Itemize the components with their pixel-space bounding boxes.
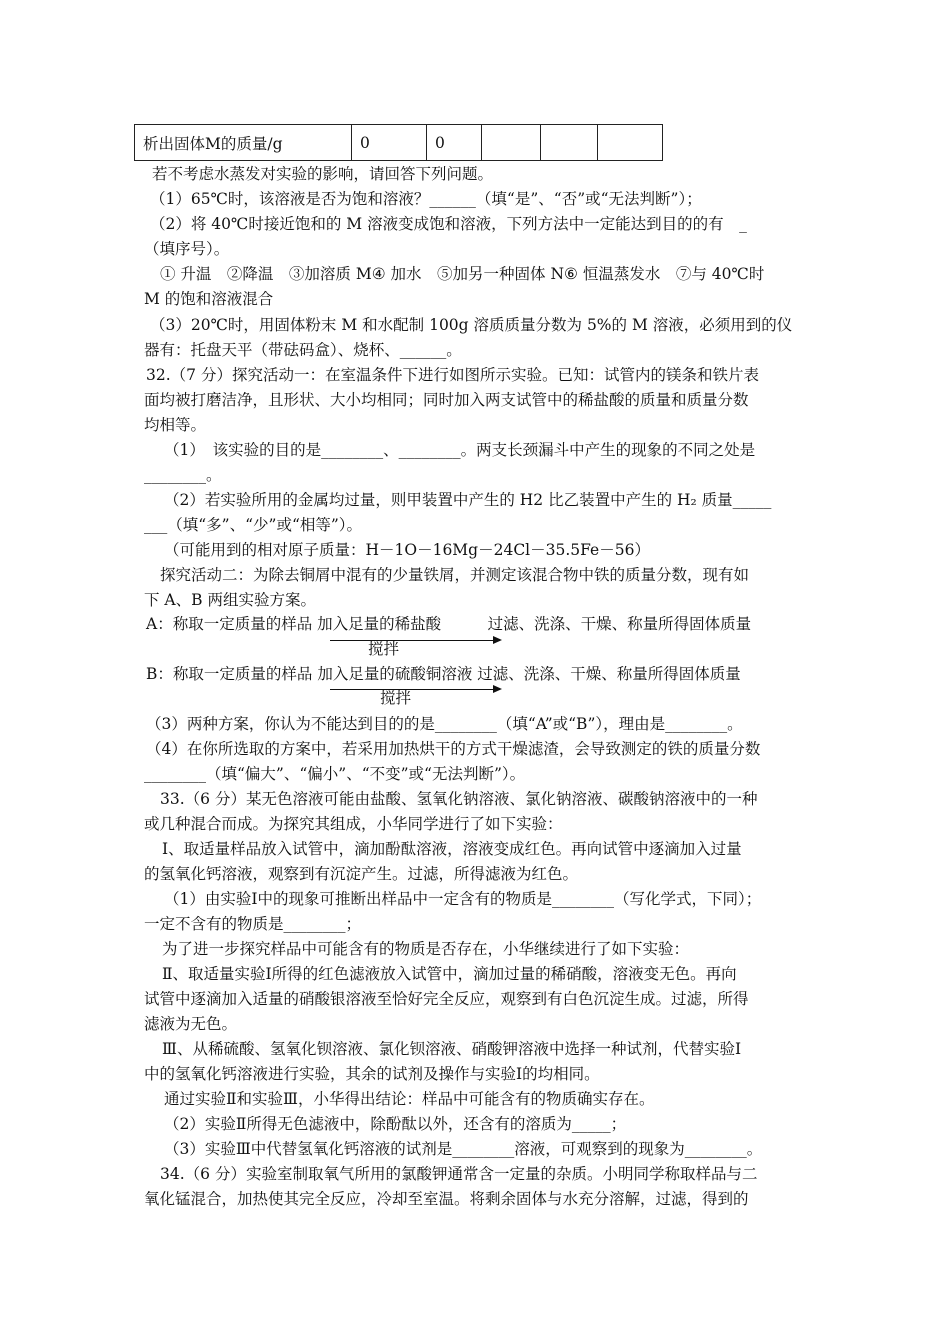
text-line: Ⅲ、从稀硫酸、氢氧化钡溶液、氯化钡溶液、硝酸钾溶液中选择一种试剂，代替实验Ⅰ bbox=[162, 1040, 742, 1058]
text-line: 探究活动二：为除去铜屑中混有的少量铁屑，并测定该混合物中铁的质量分数，现有如 bbox=[160, 566, 750, 584]
text-line: 氧化锰混合，加热使其完全反应，冷却至室温。将剩余固体与水充分溶解，过滤，得到的 bbox=[144, 1190, 749, 1208]
question-33-heading: 33.（6 分）某无色溶液可能由盐酸、氢氧化钠溶液、氯化钠溶液、碳酸钠溶液中的一种 bbox=[160, 790, 758, 808]
table-cell bbox=[541, 125, 598, 161]
table-row-label: 析出固体M的质量/g bbox=[135, 125, 352, 161]
text-line: ________（填“偏大”、“偏小”、“不变”或“无法判断”）。 bbox=[144, 765, 526, 783]
arrow-label-stir-a: 搅拌 bbox=[368, 640, 400, 658]
reaction-arrow-a bbox=[330, 640, 500, 641]
text-line: （1）65℃时，该溶液是否为饱和溶液？______（填“是”、“否”或“无法判断”）； bbox=[150, 190, 702, 208]
text-line: 器有：托盘天平（带砝码盒）、烧杯、______。 bbox=[144, 341, 462, 359]
text-line: Ⅱ、取适量实验Ⅰ所得的红色滤液放入试管中，滴加过量的稀硝酸，溶液变无色。再向 bbox=[162, 965, 737, 983]
text-line: 通过实验Ⅱ和实验Ⅲ，小华得出结论：样品中可能含有的物质确实存在。 bbox=[164, 1090, 655, 1108]
question-34-heading: 34.（6 分）实验室制取氧气所用的氯酸钾通常含一定量的杂质。小明同学称取样品与二 bbox=[160, 1165, 758, 1183]
plan-b-line: B：称取一定质量的样品 加入足量的硫酸铜溶液 过滤、洗涤、干燥、称量所得固体质量 bbox=[146, 665, 741, 683]
text-line: （填序号）。 bbox=[144, 240, 230, 258]
solubility-results-table bbox=[134, 124, 663, 161]
text-line: （3）20℃时，用固体粉末 M 和水配制 100g 溶质质量分数为 5%的 M 溶液，必须用到的仪 bbox=[150, 316, 793, 334]
text-line: 中的氢氧化钙溶液进行实验，其余的试剂及操作与实验Ⅰ的均相同。 bbox=[144, 1065, 600, 1083]
text-line: Ⅰ、取适量样品放入试管中，滴加酚酞溶液，溶液变成红色。再向试管中逐滴加入过量 bbox=[162, 840, 742, 858]
text-line: （4）在你所选取的方案中，若采用加热烘干的方式干燥滤渣，会导致测定的铁的质量分数 bbox=[146, 740, 761, 758]
plan-a-line: A：称取一定质量的样品 加入足量的稀盐酸 过滤、洗涤、干燥、称量所得固体质量 bbox=[146, 615, 752, 633]
text-line: 若不考虑水蒸发对实验的影响，请回答下列问题。 bbox=[152, 165, 494, 183]
text-line: 滤液为无色。 bbox=[144, 1015, 238, 1033]
text-line: （2）将 40℃时接近饱和的 M 溶液变成饱和溶液，下列方法中一定能达到目的的有 _ bbox=[150, 215, 747, 233]
text-line: （2）实验Ⅱ所得无色滤液中，除酚酞以外，还含有的溶质为_____； bbox=[164, 1115, 627, 1133]
question-32-heading: 32.（7 分）探究活动一：在室温条件下进行如图所示实验。已知：试管内的镁条和铁片表 bbox=[146, 366, 759, 384]
text-line: 或几种混合而成。为探究其组成，小华同学进行了如下实验： bbox=[144, 815, 563, 833]
text-line: 为了进一步探究样品中可能含有的物质是否存在，小华继续进行了如下实验： bbox=[162, 940, 690, 958]
table-cell bbox=[482, 125, 541, 161]
table-row bbox=[135, 125, 663, 161]
table-cell: 0 bbox=[352, 125, 427, 161]
text-line: 试管中逐滴加入适量的硝酸银溶液至恰好完全反应，观察到有白色沉淀生成。过滤，所得 bbox=[144, 990, 749, 1008]
text-line: （3）实验Ⅲ中代替氢氧化钙溶液的试剂是________溶液，可观察到的现象为________。 bbox=[164, 1140, 763, 1158]
table-cell bbox=[598, 125, 663, 161]
text-line: 均相等。 bbox=[144, 416, 207, 434]
reaction-arrow-b bbox=[330, 689, 500, 690]
atomic-mass-note: （可能用到的相对原子质量：H－1O－16Mg－24Cl－35.5Fe－56） bbox=[164, 541, 650, 559]
text-line: 面均被打磨洁净，且形状、大小均相同；同时加入两支试管中的稀盐酸的质量和质量分数 bbox=[144, 391, 749, 409]
text-line: 下 A、B 两组实验方案。 bbox=[144, 591, 316, 609]
text-line: （3）两种方案，你认为不能达到目的的是________（填“A”或“B”），理由是________。 bbox=[146, 715, 743, 733]
arrow-label-stir-b: 搅拌 bbox=[380, 689, 412, 707]
table-cell: 0 bbox=[427, 125, 482, 161]
text-line: 一定不含有的物质是________； bbox=[144, 915, 362, 933]
text-line: ________。 bbox=[144, 466, 222, 484]
text-line: M 的饱和溶液混合 bbox=[144, 290, 274, 308]
text-line: （1）由实验Ⅰ中的现象可推断出样品中一定含有的物质是________（写化学式，下同）； bbox=[164, 890, 762, 908]
text-line: ① 升温 ②降温 ③加溶质 M④ 加水 ⑤加另一种固体 N⑥ 恒温蒸发水 ⑦与 40℃时 bbox=[160, 265, 765, 283]
text-line: ___（填“多”、“少”或“相等”）。 bbox=[144, 516, 363, 534]
text-line: （1） 该实验的目的是________、________。两支长颈漏斗中产生的现象的不同之处是 bbox=[164, 441, 756, 459]
text-line: 的氢氧化钙溶液，观察到有沉淀产生。过滤，所得滤液为红色。 bbox=[144, 865, 579, 883]
text-line: （2）若实验所用的金属均过量，则甲装置中产生的 H2 比乙装置中产生的 H₂ 质量_____ bbox=[164, 491, 772, 509]
